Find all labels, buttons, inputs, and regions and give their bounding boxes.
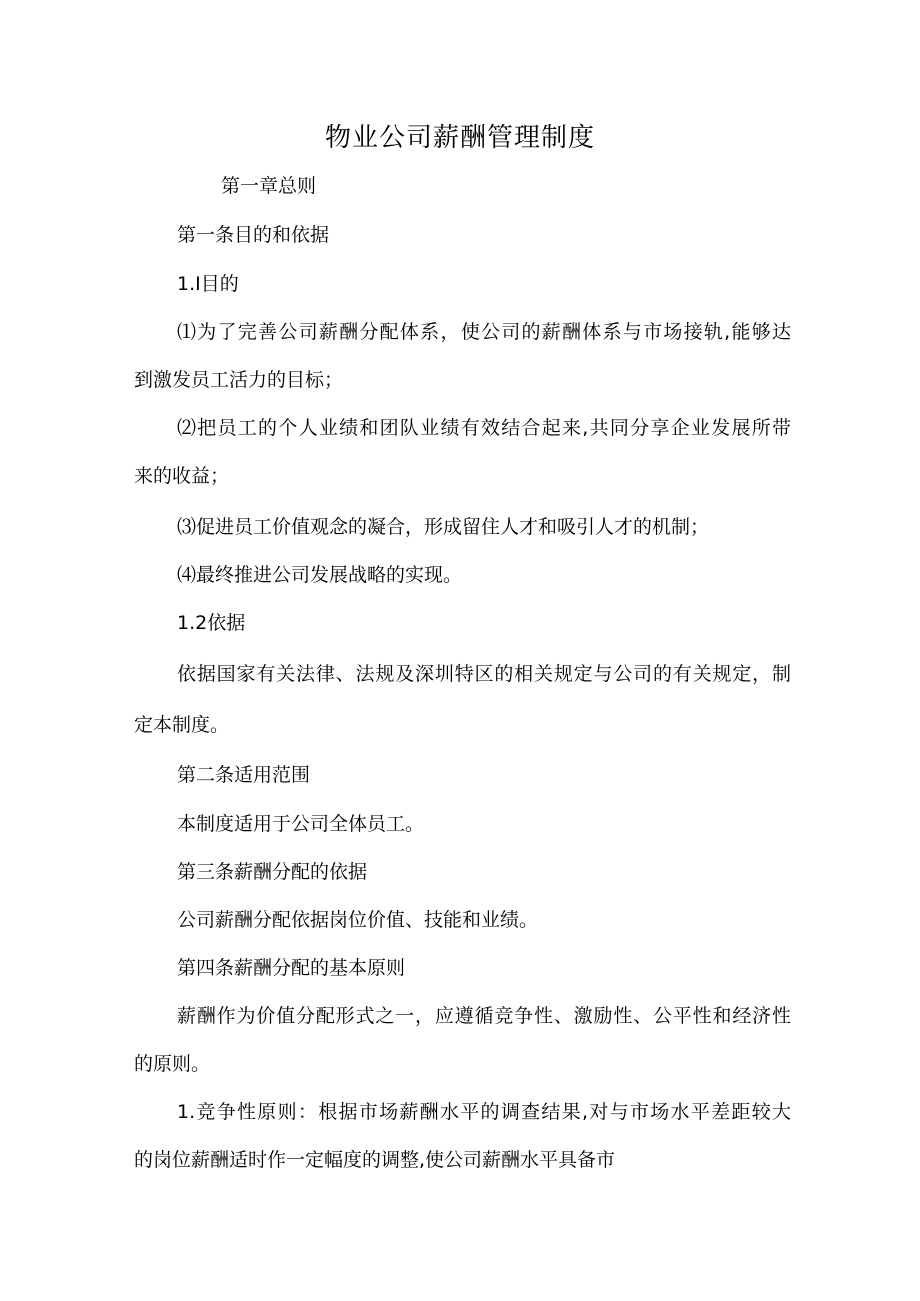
- paragraph-line: 薪酬作为价值分配形式之一，应遵循竞争性、激励性、公平性和经济性: [177, 1005, 791, 1027]
- paragraph-line: 本制度适用于公司全体员工。: [177, 813, 425, 835]
- document-title: 物业公司薪酬管理制度: [324, 123, 595, 153]
- chapter-heading: 第一章总则: [221, 175, 317, 197]
- paragraph-line: 公司薪酬分配依据岗位价值、技能和业绩。: [177, 909, 539, 931]
- section-heading: 1.2依据: [177, 612, 246, 634]
- paragraph-line: 的原则。: [134, 1053, 211, 1075]
- paragraph-line: 1.竞争性原则：根据市场薪酬水平的调查结果,对与市场水平差距较大: [177, 1101, 791, 1123]
- paragraph-line: 的岗位薪酬适时作一定幅度的调整,使公司薪酬水平具备市: [134, 1149, 616, 1171]
- paragraph-line: ⑵把员工的个人业绩和团队业绩有效结合起来,共同分享企业发展所带: [177, 417, 791, 439]
- article-heading: 第四条薪酬分配的基本原则: [177, 957, 406, 979]
- article-heading: 第二条适用范围: [177, 764, 311, 786]
- paragraph-line: ⑴为了完善公司薪酬分配体系，使公司的薪酬体系与市场接轨,能够达: [177, 321, 791, 343]
- paragraph-line: 到激发员工活力的目标；: [134, 369, 344, 391]
- article-heading: 第一条目的和依据: [177, 224, 330, 246]
- paragraph-line: 来的收益；: [134, 465, 230, 487]
- paragraph-line: 依据国家有关法律、法规及深圳特区的相关规定与公司的有关规定，制: [177, 663, 791, 685]
- article-heading: 第三条薪酬分配的依据: [177, 861, 368, 883]
- section-heading: 1.Ⅰ目的: [177, 273, 239, 295]
- paragraph-line: 定本制度。: [134, 714, 230, 736]
- paragraph-line: ⑶促进员工价值观念的凝合，形成留住人才和吸引人才的机制；: [177, 516, 710, 538]
- paragraph-line: ⑷最终推进公司发展战略的实现。: [177, 564, 463, 586]
